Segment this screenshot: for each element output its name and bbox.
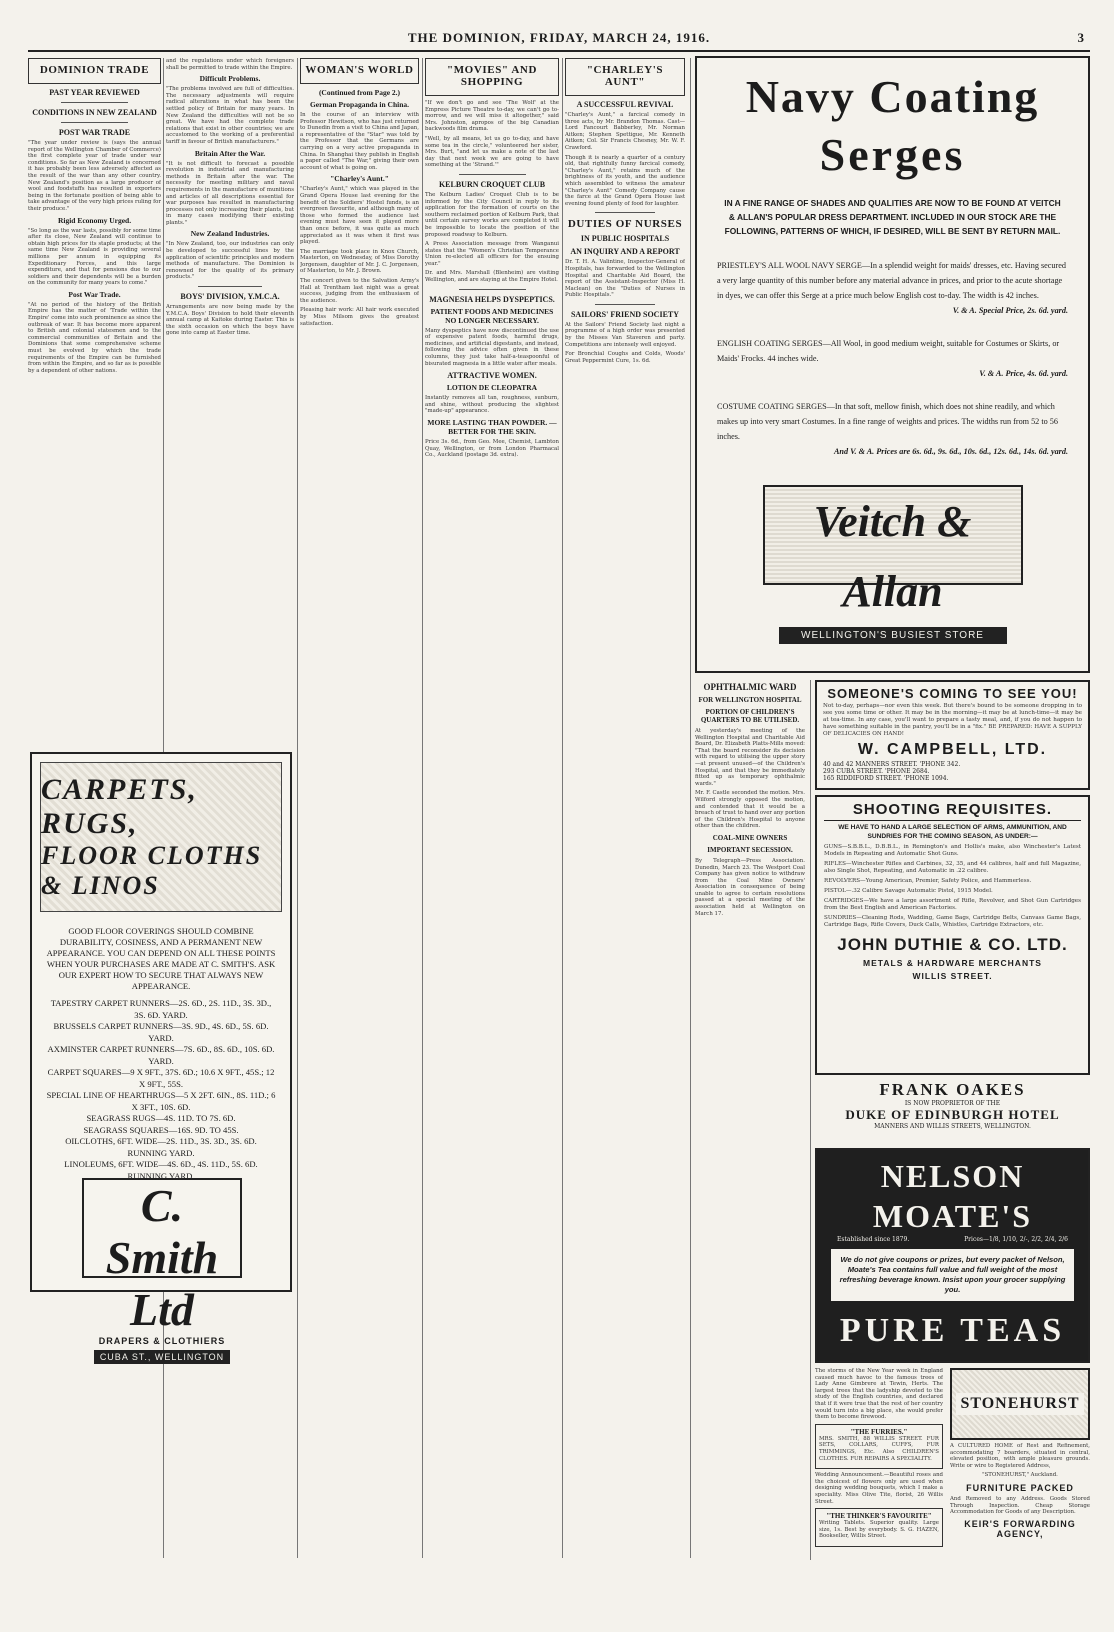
column-rule (422, 58, 423, 1558)
headline: BOYS' DIVISION, Y.M.C.A. (180, 292, 280, 302)
divider (61, 122, 128, 123)
divider (61, 102, 128, 103)
veitch-logo-name: Veitch & Allan (813, 497, 972, 616)
section-heading: New Zealand Industries. (190, 229, 270, 239)
shooting-item: RIFLES—Winchester Rifles and Carbines, 32, 35, and 44 calibres, half and full Magazine, also Single Shot, Repeating, and Automatic in .22 calibre. (824, 861, 1081, 874)
carpets-price-list (32, 998, 290, 1182)
oakes-name: FRANK OAKES (879, 1080, 1026, 1099)
headline: DUTIES OF NURSES (567, 218, 683, 231)
duthie-firm: JOHN DUTHIE & CO. LTD. (837, 935, 1068, 954)
headline: OPHTHALMIC WARD (703, 682, 797, 692)
headline: MAGNESIA HELPS DYSPEPTICS. (429, 294, 555, 304)
paragraph: The concert given to the Salvation Army's Hall at Trentham last night was a great success, judging from the enthusiasm of the audience. (300, 278, 419, 304)
paragraph: "The problems involved are full of difficulties. The necessary adjustments will require radical alterations in what has been the settled policy of Britain for many years. In New Zealand the difficulties will not be so great. We have had the complete trade relations that exist in other countries; we are accustomed to the working of a preferential tariff in favour of British manufacturers." (166, 86, 294, 145)
paragraph: The Kelburn Ladies' Croquet Club is to be informed by the City Council in reply to its application for the formation of courts on the southern reclaimed portion of Kelburn Park, that until certain survey works are completed it will be impossible to locate the position of the proposed roadway to Kelburn. (425, 191, 559, 238)
price-line: TAPESTRY CARPET RUNNERS—2S. 6D., 2S. 11D., 3S. 3D., 3S. 6D. YARD. (50, 998, 272, 1020)
thinkers-favourite-advertisement (815, 1508, 943, 1547)
divider (595, 304, 655, 305)
shooting-item: REVOLVERS—Young American, Premier, Safety Police, and Hammerless. (824, 878, 1032, 884)
divider (459, 174, 526, 175)
price-line: OILCLOTHS, 6FT. WIDE—2S. 11D., 3S. 3D., 3S. 6D. RUNNING YARD. (65, 1136, 257, 1158)
paragraph: and the regulations under which foreigners shall be permitted to trade within the Empire. (166, 58, 294, 71)
shooting-item: GUNS—S.B.B.L., D.B.B.L., in Remington's and Hollis's make, also Winchester's Latest Models in Repeating and Automatic Shot Guns. (824, 844, 1081, 857)
classifieds-column (815, 1368, 943, 1558)
navy-intro: IN A FINE RANGE OF SHADES AND QUALITIES ARE NOW TO BE FOUND AT VEITCH & ALLAN'S POPULAR DRESS DEPARTMENT. INCLUDED IN OUR STOCK ARE THE FOLLOWING, PATTERNS OF WHICH, IF DESIRED, WILL BE SENT BY RETURN MAIL. (724, 198, 1061, 236)
keir-agency: KEIR'S FORWARDING AGENCY, (964, 1518, 1076, 1539)
paragraph: A CULTURED HOME of Rest and Refinement, accommodating 7 boarders, situated in central, elevated position, with ample pleasure grounds. Write or wire to Registered Address, (950, 1443, 1090, 1469)
paragraph: Instantly removes all tan, roughness, sunburn, and shine, without producing the slightest "made-up" appearance. (425, 395, 559, 415)
headline-box (28, 58, 161, 84)
paragraph: "Charley's Aunt," which was played in the Grand Opera House last evening for the benefit of the Soldiers' Hostel funds, is an evergreen favourite, and although many of those who formed the audience last evening must have seen it played more than once before, it was quite as much appreciated as it was when it first was played. (300, 186, 419, 246)
headline: "CHARLEY'S AUNT" (586, 64, 664, 88)
stonehurst-address: "STONEHURST," Auckland. (982, 1472, 1058, 1479)
classifieds-column-right (950, 1368, 1090, 1558)
navy-title: Navy Coating (745, 71, 1040, 122)
paragraph: In the course of an interview with Professor Hewitson, who has just returned to Dunedin from a visit to China and Japan, a representative of the "Star" was told by the Professor that the Germans are carrying on a very active propaganda in China. In Shanghai they publish in English a paper called "The War," giving their own account of what is going on. (300, 112, 419, 171)
paragraph: Dr. T. H. A. Valintine, Inspector-General of Hospitals, has forwarded to the Wellington Hospital and Charitable Aid Board, the report of the Assistant-Inspector (Miss H. Maclean) on the "Duties of Nurses in Public Hospitals." (565, 259, 685, 299)
article-womans-world (300, 58, 419, 1558)
nelson-meta (823, 1236, 1082, 1243)
paragraph: Mr. F. Castle seconded the motion. Mrs. Wilford strongly opposed the motion, and contended that it would be a breach of trust to hand over any portion of the Children's Hospital to anyone other than the children. (695, 790, 805, 830)
article-ophthalmic-ward (695, 680, 805, 1560)
paragraph: "Well, by all means, let us go to-day, and have some tea in the circle," volunteered her sister, Mrs. Burt, "and let us make a note of the last day that next week we are going to have something at the 'Strand.'" (425, 135, 559, 169)
furries-advertisement (815, 1424, 943, 1469)
veitch-allan-logo (763, 485, 1023, 641)
subheadline: AN INQUIRY AND A REPORT (570, 247, 680, 257)
duthie-street: WILLIS STREET. (912, 971, 993, 981)
section-heading: PATIENT FOODS AND MEDICINES NO LONGER NECESSARY. (430, 306, 554, 325)
paragraph: "At no period of the history of the British Empire has the matter of 'Trade within the Empire' come into such prominence as since the outbreak of war. It has become more apparent to British and colonial statesmen and to the commercial communities of Britain and the Dominions that some comprehensive scheme must be evolved by which the trade requirements of the Empire can be furnished from within the Empire, and so far as is possible by a dependent of other nations. (28, 301, 161, 374)
campbell-title: SOMEONE'S COMING TO SEE YOU! (827, 686, 1078, 701)
paragraph: Though it is nearly a quarter of a century old, that rightfully funny farcical comedy, "Charley's Aunt," retains much of the brightness of its youth, and the audience which assembled to witness the amateur "Charley's Aunt" Comedy Company cause the farce at the Grand Opera House last evening found plenty of food for laughter. (565, 154, 685, 207)
article-charleys-aunt (565, 58, 685, 1558)
paragraph: At yesterday's meeting of the Wellington Hospital and Charitable Aid Board, Dr. Elizabeth Platts-Mills moved: "That the board reconsider its decision with regard to utilising the upper story—at present unused—of the Children's Hospital, and that they be immediately fitted up as temporary ophthalmic wards." (695, 728, 805, 787)
column-rule (297, 58, 298, 1558)
oakes-hotel: DUKE OF EDINBURGH HOTEL (845, 1107, 1060, 1122)
headline: KELBURN CROQUET CLUB (438, 179, 546, 189)
paragraph: "In New Zealand, too, our industries can only be developed to successful lines by the application of scientific principles and modern methods of manufacture. The Dominion is renowned for the quality of its primary products." (166, 241, 294, 281)
headline: DOMINION TRADE (39, 64, 150, 76)
furries-title: "THE FURRIES." (850, 1427, 908, 1436)
carpets-title: CARPETS, RUGS, (41, 773, 198, 840)
item-price: And V. & A. Prices are 6s. 6d., 9s. 6d., 10s. 6d., 12s. 6d., 14s. 6d. yard. (833, 447, 1068, 456)
smith-logo-address: CUBA ST., WELLINGTON (94, 1350, 230, 1364)
nelson-pure-teas: PURE TEAS (839, 1312, 1066, 1349)
subheadline: A SUCCESSFUL REVIVAL (576, 100, 674, 109)
nelson-panel: We do not give coupons or prizes, but every packet of Nelson, Moate's Tea contains full value and full weight of the most refreshing beverage known. Insist upon your grocer supplying you. (831, 1249, 1074, 1301)
address-line: 165 RIDDIFORD STREET. 'PHONE 1094. (823, 775, 949, 782)
item-description: ENGLISH COATING SERGES—All Wool, in good medium weight, suitable for Costumes or Skirts, or Maids' Frocks. 44 inches wide. (717, 339, 1060, 363)
section-heading: Rigid Economy Urged. (57, 215, 132, 225)
subheadline: POST WAR TRADE (58, 128, 131, 137)
section-heading: "Charley's Aunt." (330, 174, 389, 184)
divider (595, 212, 655, 213)
campbell-addresses (823, 761, 1082, 782)
price-line: SEAGRASS SQUARES—16S. 9D. TO 45S. (83, 1124, 239, 1135)
navy-item (717, 258, 1068, 318)
column-rule (690, 58, 691, 1558)
paragraph: By Telegraph—Press Association. Dunedin, March 23. The Westport Coal Company has given notice to withdraw from the Coal Mine Owners' Association in consequence of being unable to agree to certain resolutions passed at a special meeting of the association held at Wellington on March 17. (695, 857, 805, 917)
shooting-requisites-advertisement (815, 795, 1090, 1075)
oakes-advertisement (815, 1080, 1090, 1144)
section-heading: German Propaganda in China. (309, 100, 410, 109)
continued-note: (Continued from Page 2.) (318, 88, 401, 97)
shooting-item: SUNDRIES—Cleaning Rods, Wadding, Game Bags, Cartridge Belts, Canvass Game Bags, Cartridge Bags, Rifle Covers, Duck Calls, Whistles, Cartridge Extractors, etc. (824, 915, 1081, 928)
headline: SAILORS' FRIEND SOCIETY (570, 309, 680, 319)
section-heading: Difficult Problems. (199, 74, 261, 84)
shooting-item: CARTRIDGES—We have a large assortment of Rifle, Revolver, and Shot Gun Cartridges from the Best English and American Factories. (824, 898, 1081, 911)
article-movies-and-shopping (425, 58, 559, 1558)
paragraph: "It is not difficult to forecast a possible revolution in industrial and manufacturing methods in Britain after the war. The necessity for meeting military and naval requirements in the manufacture of munitions and articles of all descriptions essential for war purposes has resulted in manufacturing processes not only increasing their plants, but in many cases modifying their existing plants." (166, 160, 294, 226)
paragraph: At the Sailors' Friend Society last night a programme of a high order was presented by the Misses Van Staveren and party. Competitions are intensely well enjoyed. (565, 321, 685, 348)
column-rule (810, 680, 811, 1560)
subheadline: PAST YEAR REVIEWED (49, 88, 140, 97)
thinkers-title: "THE THINKER'S FAVOURITE" (826, 1512, 932, 1521)
article-dominion-trade-continued (166, 58, 294, 748)
divider (198, 286, 262, 287)
headline-box (565, 58, 685, 96)
item-price: V. & A. Special Price, 2s. 6d. yard. (952, 306, 1068, 315)
price-line: LINOLEUMS, 6FT. WIDE—4S. 6D., 4S. 11D., 5S. 6D. RUNNING YARD. (64, 1159, 258, 1181)
nelson-title: NELSON MOATE'S (872, 1158, 1033, 1234)
veitch-logo-subtitle: WELLINGTON'S BUSIEST STORE (779, 627, 1007, 644)
section-heading: LOTION DE CLEOPATRA (446, 383, 538, 393)
headline: WOMAN'S WORLD (305, 64, 414, 76)
campbell-advertisement (815, 680, 1090, 790)
paragraph: "If we don't go and see 'The Wolf' at the Empress Picture Theatre to-day, we can't go to-morrow, and we will miss it altogether," said Mrs. Johnston, apropos of the big Canadian backwoods film drama. (425, 100, 559, 133)
furries-text: MRS. SMITH, 88 WILLIS STREET. FUR SETS, COLLARS, CUFFS, FUR TRIMMINGS, Etc. Also CHILDREN'S CLOTHES. FUR REPAIRS A SPECIALITY. (819, 1435, 939, 1462)
paragraph: Many dyspeptics have now discontinued the use of expensive patent foods, harmful drugs, medicines, and artificial digestants, and instead, following the advice often given in these columns, they just take half-a-teaspoonful of bisurated magnesia in a little water after meals. (425, 327, 559, 367)
subheadline: IMPORTANT SECESSION. (707, 845, 793, 854)
carpets-intro: GOOD FLOOR COVERINGS SHOULD COMBINE DURABILITY, COSINESS, AND A PERMANENT NEW APPEARANCE. YOU CAN DEPEND ON ALL THESE POINTS WHEN YOUR PURCHASES ARE MADE AT C. SMITH'S. ASK OUR EXPERT HOW TO SECURE THAT ALWAYS NEW APPEARANCE. (46, 926, 276, 991)
article-dominion-trade (28, 58, 161, 748)
shooting-intro: WE HAVE TO HAND A LARGE SELECTION OF ARMS, AMMUNITION, AND SUNDRIES FOR THE COMING SEASON, AS UNDER:— (838, 824, 1067, 840)
paragraph: "The year under review is (says the annual report of the Wellington Chamber of Commerce) the first complete year of trade under war conditions. So far as New Zealand is concerned it has probably been less adversely affected as the result of the war than any other country. New Zealand's position as a large producer of wool and foodstuffs has resulted in exporters being in the fortunate position of being able to take advantage of the very high prices ruling for their produce." (28, 140, 161, 212)
navy-item (717, 336, 1068, 381)
navy-title-line2: Serges (819, 129, 966, 180)
paragraph: Arrangements are now being made by the Y.M.C.A. Boys' Division to hold their eleventh annual camp at Kaitoke during Easter. This is the sixth occasion on which the boys have gone into camp at Easter time. (166, 304, 294, 337)
section-heading: MORE LASTING THAN POWDER. — BETTER FOR THE SKIN. (427, 418, 557, 436)
divider (459, 289, 526, 290)
section-heading: Britain After the War. (194, 148, 266, 158)
subheadline: CONDITIONS IN NEW ZEALAND (32, 108, 157, 117)
carpets-advertisement (30, 752, 292, 1362)
shooting-title: SHOOTING REQUISITES. (824, 801, 1081, 821)
duthie-subtitle: METALS & HARDWARE MERCHANTS (863, 958, 1042, 968)
paragraph: Dr. and Mrs. Marshall (Blenheim) are visiting Wellington, and are staying at the Empire Hotel. (425, 270, 559, 284)
column-rule (562, 58, 563, 1558)
price-line: CARPET SQUARES—9 X 9FT., 37S. 6D.; 10.6 X 9FT., 45S.; 12 X 9FT., 55S. (47, 1067, 275, 1089)
price-line: BRUSSELS CARPET RUNNERS—3S. 9D., 4S. 6D., 5S. 6D. YARD. (53, 1021, 269, 1043)
headline-box (425, 58, 559, 96)
price-line: AXMINSTER CARPET RUNNERS—7S. 6D., 8S. 6D., 10S. 6D. YARD. (47, 1044, 275, 1066)
smith-logo-name: C. Smith Ltd (105, 1180, 219, 1335)
headline: "MOVIES" AND SHOPPING (446, 64, 537, 88)
section-heading: Post War Trade. (68, 289, 121, 299)
newspaper-title: THE DOMINION, FRIDAY, MARCH 24, 1916. (407, 30, 711, 45)
price-line: SEAGRASS RUGS—4S. 11D. TO 7S. 6D. (86, 1113, 236, 1123)
headline-box (300, 58, 419, 84)
campbell-text: Not to-day, perhaps—nor even this week. But there's bound to be someone dropping in to see you some time or other. It may be in the morning—it may be at lunch-time—it may be at tea-time. In any case, you'll want to prepare a tasty meal, and, if you do not happen to have something suitable in the pantry, you'll be in a "fix." BE PREPARED: HAVE A SUPPLY OF DELICACIES ON HAND! (823, 703, 1082, 737)
masthead (28, 26, 1090, 52)
paragraph: "So long as the war lasts, possibly for some time after its close, New Zealand will continue to obtain high prices for its staple products; at the same time New Zealand is providing several millions per annum in equipping its Expeditionary Forces, and this large expenditure, and that for pensions due to our soldiers and their dependents will be a burden on the community for many years to come." (28, 227, 161, 287)
navy-serges-advertisement (695, 56, 1090, 673)
subheadline: PORTION OF CHILDREN'S QUARTERS TO BE UTILISED. (700, 708, 800, 724)
headline: COAL-MINE OWNERS (712, 833, 788, 842)
paragraph: The storms of the New Year week in England caused much havoc to the famous trees of Lady Anne Gimbrere at Tewin, Herts. The largest trees that the ladyship devoted to the study of the English countries, and declared that if it were true that the rest of her country would turn into a big place, she would prefer them to become firewood. (815, 1368, 943, 1421)
paragraph: A Press Association message from Wanganui states that the "Women's Christian Temperance Union re-elected all officers for the ensuing year." (425, 241, 559, 267)
subheadline: FOR WELLINGTON HOSPITAL (698, 696, 802, 704)
subheadline: IN PUBLIC HOSPITALS (580, 234, 670, 244)
stonehurst-title: STONEHURST (956, 1393, 1083, 1415)
paragraph: For Bronchial Coughs and Colds, Woods' Great Peppermint Cure, 1s. 6d. (565, 351, 685, 364)
paragraph: "Charley's Aunt," a farcical comedy in three acts, by Mr. Brandon Thomas. Cast—Lord Fancourt Babberley, Mr. Norman Aitken; Stephen Spettigue, Mr. Kenneth Aitken; Col. Sir Francis Chesney, Mr. W. F. Crawford. (565, 112, 685, 151)
address-line: 40 and 42 MANNERS STREET. 'PHONE 342. (823, 761, 961, 768)
address-line: 293 CUBA STREET. 'PHONE 2684. (823, 768, 930, 775)
shooting-item: PISTOL—.32 Calibre Savage Automatic Pistol, 1915 Model. (824, 888, 993, 894)
paragraph: Pleasing hair work: All hair work executed by Miss Milsom gives the greatest satisfaction. (300, 307, 419, 327)
smith-logo-subtitle: DRAPERS & CLOTHIERS (98, 1336, 226, 1346)
price-line: SPECIAL LINE OF HEARTHRUGS—5 X 2FT. 6IN., 8S. 11D.; 6 X 3FT., 10S. 6D. (46, 1090, 276, 1112)
item-description: COSTUME COATING SERGES—In that soft, mellow finish, which does not shine readily, and which makes up into very smart Costumes. In a fine range of weights and prices. The widths run from 52 to 56 inches. (717, 402, 1058, 441)
paragraph: Wedding Announcement.—Beautiful roses and the choicest of flowers only are used when designing wedding bouquets, which I make a speciality. Miss Olive Tite, florist, 26 Willis Street. (815, 1472, 943, 1505)
stonehurst-banner (950, 1368, 1090, 1440)
item-price: V. & A. Price, 4s. 6d. yard. (979, 369, 1068, 378)
paragraph: Price 3s. 6d., from Geo. Mee, Chemist, Lambton Quay, Wellington, or from London Pharmacal Co., Auckland (postage 3d. extra). (425, 439, 559, 459)
oakes-line: IS NOW PROPRIETOR OF THE (904, 1100, 1001, 1107)
nelson-prices: Prices—1/8, 1/10, 2/-, 2/2, 2/4, 2/6 (964, 1236, 1068, 1243)
paragraph: And Removed to any Address. Goods Stored Through Inspection. Cheap Storage Accommodation for Goods of any Description. (950, 1495, 1090, 1516)
paragraph: The marriage took place in Knox Church, Masterton, on Wednesday, of Miss Dorothy Jorgensen, daughter of Mr. J. C. Jorgensen, of Masterton, to Mr. J. Brown. (300, 248, 419, 275)
campbell-firm: W. CAMPBELL, LTD. (857, 741, 1048, 758)
page-number: 3 (1077, 30, 1084, 45)
headline: ATTRACTIVE WOMEN. (447, 371, 537, 381)
navy-item (717, 399, 1068, 459)
nelson-established: Established since 1879. (837, 1236, 910, 1243)
carpets-title-line2: FLOOR CLOTHS & LINOS (41, 841, 263, 900)
smith-logo (82, 1178, 242, 1362)
thinkers-text: Writing Tablets. Superior quality. Large size, 1s. Best by everybody. S. G. HAZEN, Bookseller, Willis Street. (819, 1520, 939, 1540)
nelson-moates-advertisement (815, 1148, 1090, 1363)
carpets-banner (40, 762, 282, 912)
item-description: PRIESTLEY'S ALL WOOL NAVY SERGE—In a splendid weight for maids' dresses, etc. Having secured a very large quantity of this number before any material advance in prices, and prior to the acute shortage in dyes, we can offer this Serge at a price much below English cost to-day. The width is 42 inches. (717, 261, 1066, 300)
furniture-title: FURNITURE PACKED (966, 1482, 1074, 1493)
oakes-address: MANNERS AND WILLIS STREETS, WELLINGTON. (874, 1123, 1031, 1130)
